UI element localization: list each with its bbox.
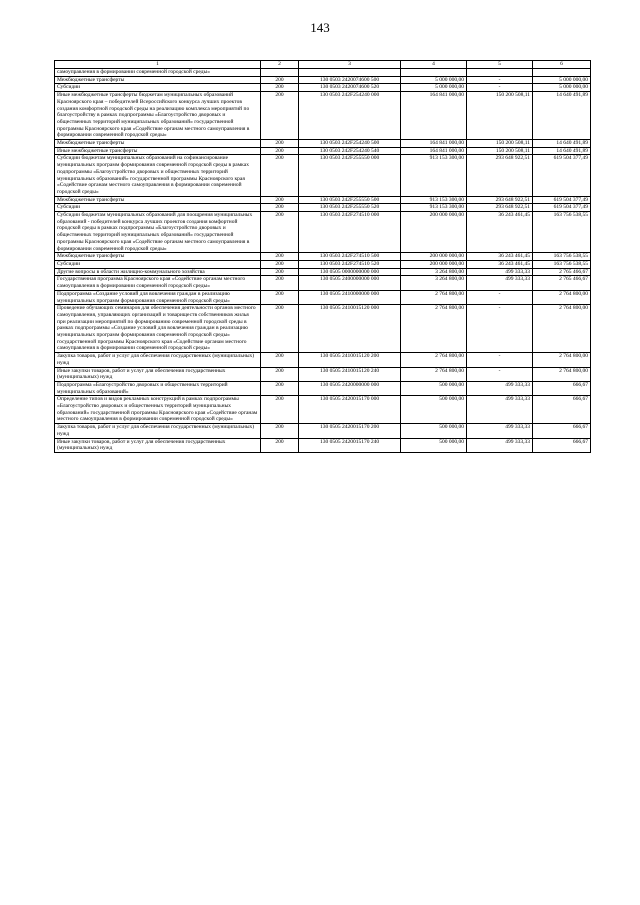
row-fact-cell: 36 243 461,45 bbox=[467, 212, 533, 253]
table-row bbox=[55, 260, 591, 268]
row-plan-cell: 164 841 000,00 bbox=[401, 140, 467, 148]
table-row bbox=[55, 290, 591, 304]
table-row bbox=[55, 253, 591, 261]
row-plan-cell: 500 000,00 bbox=[401, 381, 467, 395]
row-kbk-cell: 130 0505 2400000000 000 bbox=[299, 276, 401, 290]
row-code-cell: 200 bbox=[261, 290, 299, 304]
row-code-cell: 200 bbox=[261, 438, 299, 452]
row-fact-cell: - bbox=[467, 305, 533, 353]
table-row bbox=[55, 140, 591, 148]
table-row bbox=[55, 69, 591, 77]
table-row bbox=[55, 212, 591, 253]
row-code-cell: 200 bbox=[261, 147, 299, 155]
row-name-cell: Подпрограмма «Создание условий для вовлечения граждан в реализацию муниципальных программ формирования современной городской среды» bbox=[55, 290, 261, 304]
row-fact-cell: - bbox=[467, 353, 533, 367]
row-kbk-cell: 130 0503 242F274510 500 bbox=[299, 253, 401, 261]
row-fact-cell: 499 333,33 bbox=[467, 276, 533, 290]
row-remain-cell: 2 765 466,67 bbox=[533, 276, 591, 290]
row-name-cell: Иные межбюджетные трансферты бюджетам муниципальных образований Красноярского края – победителей Всероссийского конкурса лучших проектов создания комфортной городской среды на реализацию комплекса мероприятий по благоустройству в рамках подпрограммы «Благоустройство дворовых и общественных территорий муниципальных образований» государственной программы Красноярского края «Содействие органам местного самоуправления в формировании современной городской среды» bbox=[55, 92, 261, 140]
row-plan-cell: 500 000,00 bbox=[401, 438, 467, 452]
row-name-cell: Межбюджетные трансферты bbox=[55, 140, 261, 148]
row-kbk-cell: 130 0505 0000000000 000 bbox=[299, 268, 401, 276]
row-code-cell: 200 bbox=[261, 424, 299, 438]
row-name-cell: Субсидии бюджетам муниципальных образований для поощрения муниципальных образований - победителей конкурса лучших проектов создания комфортной городской среды в рамках подпрограммы «Благоустройство дворовых и общественных территорий муниципальных образований» государственной программы Красноярского края «Содействие органам местного самоуправления в формировании современной городской среды» bbox=[55, 212, 261, 253]
row-kbk-cell: 130 0503 242F255550 000 bbox=[299, 155, 401, 196]
row-code-cell: 200 bbox=[261, 396, 299, 424]
header-cell: 6 bbox=[533, 61, 591, 69]
row-plan-cell: 2 764 800,00 bbox=[401, 305, 467, 353]
row-kbk-cell: 130 0503 242F274510 520 bbox=[299, 260, 401, 268]
row-remain-cell: 2 764 800,00 bbox=[533, 353, 591, 367]
row-kbk-cell bbox=[299, 69, 401, 77]
table-row bbox=[55, 438, 591, 452]
row-remain-cell: 14 640 491,89 bbox=[533, 147, 591, 155]
row-kbk-cell: 130 0505 2420015170 200 bbox=[299, 424, 401, 438]
table-row bbox=[55, 92, 591, 140]
row-code-cell: 200 bbox=[261, 260, 299, 268]
table-header-row bbox=[55, 61, 591, 69]
row-remain-cell: 2 764 800,00 bbox=[533, 290, 591, 304]
row-code-cell: 200 bbox=[261, 140, 299, 148]
row-fact-cell bbox=[467, 69, 533, 77]
table-row bbox=[55, 147, 591, 155]
header-cell: 5 bbox=[467, 61, 533, 69]
row-fact-cell: 293 648 922,51 bbox=[467, 155, 533, 196]
row-fact-cell: 36 243 461,45 bbox=[467, 260, 533, 268]
row-fact-cell: 293 648 922,51 bbox=[467, 204, 533, 212]
table-row bbox=[55, 268, 591, 276]
row-fact-cell: 499 333,33 bbox=[467, 381, 533, 395]
row-name-cell: Другие вопросы в области жилищно-коммунального хозяйства bbox=[55, 268, 261, 276]
row-name-cell: Иные закупки товаров, работ и услуг для обеспечения государственных (муниципальных) нужд bbox=[55, 438, 261, 452]
row-plan-cell: 500 000,00 bbox=[401, 424, 467, 438]
row-kbk-cell: 130 0505 2410015120 000 bbox=[299, 305, 401, 353]
row-code-cell: 200 bbox=[261, 276, 299, 290]
table-row bbox=[55, 196, 591, 204]
row-name-cell: Субсидии bbox=[55, 204, 261, 212]
row-kbk-cell: 130 0503 2420074600 500 bbox=[299, 76, 401, 84]
row-fact-cell: - bbox=[467, 367, 533, 381]
row-plan-cell: 164 841 000,00 bbox=[401, 147, 467, 155]
table-row bbox=[55, 204, 591, 212]
row-kbk-cell: 130 0503 242F254240 540 bbox=[299, 147, 401, 155]
row-remain-cell: 2 764 800,00 bbox=[533, 367, 591, 381]
row-remain-cell: 2 764 800,00 bbox=[533, 305, 591, 353]
table-row bbox=[55, 367, 591, 381]
row-plan-cell: 2 764 800,00 bbox=[401, 353, 467, 367]
row-plan-cell: 2 764 800,00 bbox=[401, 367, 467, 381]
row-remain-cell: 619 504 377,49 bbox=[533, 155, 591, 196]
row-kbk-cell: 130 0505 2420000000 000 bbox=[299, 381, 401, 395]
row-remain-cell: 163 756 538,55 bbox=[533, 260, 591, 268]
row-remain-cell: 163 756 538,55 bbox=[533, 253, 591, 261]
row-kbk-cell: 130 0503 2420074600 520 bbox=[299, 84, 401, 92]
row-code-cell: 200 bbox=[261, 92, 299, 140]
row-code-cell: 200 bbox=[261, 196, 299, 204]
row-remain-cell: 666,67 bbox=[533, 424, 591, 438]
row-name-cell: Иные межбюджетные трансферты bbox=[55, 147, 261, 155]
row-plan-cell: 913 153 300,00 bbox=[401, 196, 467, 204]
row-remain-cell: 163 756 538,55 bbox=[533, 212, 591, 253]
row-name-cell: самоуправления в формировании современной городской среды» bbox=[55, 69, 261, 77]
row-name-cell: Межбюджетные трансферты bbox=[55, 196, 261, 204]
row-name-cell: Закупка товаров, работ и услуг для обеспечения государственных (муниципальных) нужд bbox=[55, 353, 261, 367]
row-remain-cell: 666,67 bbox=[533, 396, 591, 424]
row-plan-cell: 913 153 300,00 bbox=[401, 204, 467, 212]
row-fact-cell: - bbox=[467, 290, 533, 304]
row-code-cell: 200 bbox=[261, 268, 299, 276]
row-plan-cell: 200 000 000,00 bbox=[401, 260, 467, 268]
row-fact-cell: 499 333,33 bbox=[467, 424, 533, 438]
table-row bbox=[55, 155, 591, 196]
table-row bbox=[55, 276, 591, 290]
row-fact-cell: 36 243 461,45 bbox=[467, 253, 533, 261]
header-cell: 3 bbox=[299, 61, 401, 69]
table-row bbox=[55, 76, 591, 84]
row-plan-cell: 913 153 300,00 bbox=[401, 155, 467, 196]
row-name-cell: Субсидии бюджетам муниципальных образований на софинансирование муниципальных программ формирования современной городской среды в рамках подпрограммы «Благоустройство дворовых и общественных территорий муниципальных образований» государственной программы Красноярского края «Содействие органам местного самоуправления в формировании современной городской среды» bbox=[55, 155, 261, 196]
row-fact-cell: 499 333,33 bbox=[467, 438, 533, 452]
row-kbk-cell: 130 0503 242F254240 500 bbox=[299, 140, 401, 148]
row-remain-cell: 5 000 000,00 bbox=[533, 84, 591, 92]
row-code-cell: 200 bbox=[261, 76, 299, 84]
row-fact-cell: 499 333,33 bbox=[467, 396, 533, 424]
row-remain-cell: 619 504 377,49 bbox=[533, 204, 591, 212]
row-code-cell: 200 bbox=[261, 204, 299, 212]
row-remain-cell bbox=[533, 69, 591, 77]
header-cell: 1 bbox=[55, 61, 261, 69]
row-plan-cell: 500 000,00 bbox=[401, 396, 467, 424]
row-kbk-cell: 130 0505 2410000000 000 bbox=[299, 290, 401, 304]
row-plan-cell: 200 000 000,00 bbox=[401, 253, 467, 261]
row-name-cell: Государственная программа Красноярского края «Содействие органам местного самоуправления в формировании современной городской среды» bbox=[55, 276, 261, 290]
row-fact-cell: 499 333,33 bbox=[467, 268, 533, 276]
row-kbk-cell: 130 0503 242F254240 000 bbox=[299, 92, 401, 140]
row-kbk-cell: 130 0503 242F255550 520 bbox=[299, 204, 401, 212]
table-row bbox=[55, 305, 591, 353]
row-name-cell: Субсидии bbox=[55, 260, 261, 268]
row-code-cell: 200 bbox=[261, 353, 299, 367]
row-fact-cell: 293 648 922,51 bbox=[467, 196, 533, 204]
row-plan-cell bbox=[401, 69, 467, 77]
row-name-cell: Межбюджетные трансферты bbox=[55, 76, 261, 84]
row-code-cell: 200 bbox=[261, 84, 299, 92]
row-remain-cell: 619 504 377,49 bbox=[533, 196, 591, 204]
row-remain-cell: 14 640 491,89 bbox=[533, 140, 591, 148]
table-row bbox=[55, 381, 591, 395]
row-remain-cell: 14 640 491,89 bbox=[533, 92, 591, 140]
row-plan-cell: 2 764 800,00 bbox=[401, 290, 467, 304]
page-number: 143 bbox=[310, 20, 330, 35]
row-name-cell: Подпрограмма «Благоустройство дворовых и общественных территорий муниципальных образований» bbox=[55, 381, 261, 395]
row-name-cell: Закупка товаров, работ и услуг для обеспечения государственных (муниципальных) нужд bbox=[55, 424, 261, 438]
row-kbk-cell: 130 0505 2410015120 240 bbox=[299, 367, 401, 381]
table-row bbox=[55, 84, 591, 92]
row-name-cell: Субсидии bbox=[55, 84, 261, 92]
table-row bbox=[55, 353, 591, 367]
row-plan-cell: 3 264 800,00 bbox=[401, 276, 467, 290]
row-code-cell bbox=[261, 69, 299, 77]
row-code-cell: 200 bbox=[261, 305, 299, 353]
row-plan-cell: 5 000 000,00 bbox=[401, 76, 467, 84]
row-remain-cell: 666,67 bbox=[533, 438, 591, 452]
row-kbk-cell: 130 0503 242F274510 000 bbox=[299, 212, 401, 253]
row-plan-cell: 164 841 000,00 bbox=[401, 92, 467, 140]
row-plan-cell: 3 264 800,00 bbox=[401, 268, 467, 276]
row-fact-cell: 150 200 508,11 bbox=[467, 140, 533, 148]
row-code-cell: 200 bbox=[261, 253, 299, 261]
row-name-cell: Определение типов и видов рекламных конструкций в рамках подпрограммы «Благоустройство дворовых и общественных территорий муниципальных образований» государственной программы Красноярского края «Содействие органам местного самоуправления в формировании современной городской среды» bbox=[55, 396, 261, 424]
row-plan-cell: 200 000 000,00 bbox=[401, 212, 467, 253]
header-cell: 4 bbox=[401, 61, 467, 69]
table-row bbox=[55, 424, 591, 438]
row-remain-cell: 2 765 466,67 bbox=[533, 268, 591, 276]
row-kbk-cell: 130 0503 242F255550 500 bbox=[299, 196, 401, 204]
row-fact-cell: 150 200 508,11 bbox=[467, 147, 533, 155]
row-name-cell: Межбюджетные трансферты bbox=[55, 253, 261, 261]
row-remain-cell: 5 000 000,00 bbox=[533, 76, 591, 84]
row-fact-cell: - bbox=[467, 76, 533, 84]
row-code-cell: 200 bbox=[261, 381, 299, 395]
row-kbk-cell: 130 0505 2420015170 240 bbox=[299, 438, 401, 452]
row-name-cell: Проведение обучающих семинаров для обеспечения деятельности органов местного самоуправления, управляющих организаций и товариществ собственников жилья при реализации мероприятий по формированию современной городской среды в рамках подпрограммы «Создание условий для вовлечения граждан в реализацию муниципальных программ формирования современной городской среды» государственной программы Красноярского края «Содействие органам местного самоуправления в формировании современной городской среды» bbox=[55, 305, 261, 353]
row-code-cell: 200 bbox=[261, 155, 299, 196]
row-code-cell: 200 bbox=[261, 212, 299, 253]
row-kbk-cell: 130 0505 2420015170 000 bbox=[299, 396, 401, 424]
row-kbk-cell: 130 0505 2410015120 200 bbox=[299, 353, 401, 367]
row-plan-cell: 5 000 000,00 bbox=[401, 84, 467, 92]
row-fact-cell: 150 200 508,11 bbox=[467, 92, 533, 140]
row-remain-cell: 666,67 bbox=[533, 381, 591, 395]
budget-table bbox=[54, 60, 591, 453]
table-row bbox=[55, 396, 591, 424]
row-fact-cell: - bbox=[467, 84, 533, 92]
header-cell: 2 bbox=[261, 61, 299, 69]
row-name-cell: Иные закупки товаров, работ и услуг для обеспечения государственных (муниципальных) нужд bbox=[55, 367, 261, 381]
row-code-cell: 200 bbox=[261, 367, 299, 381]
